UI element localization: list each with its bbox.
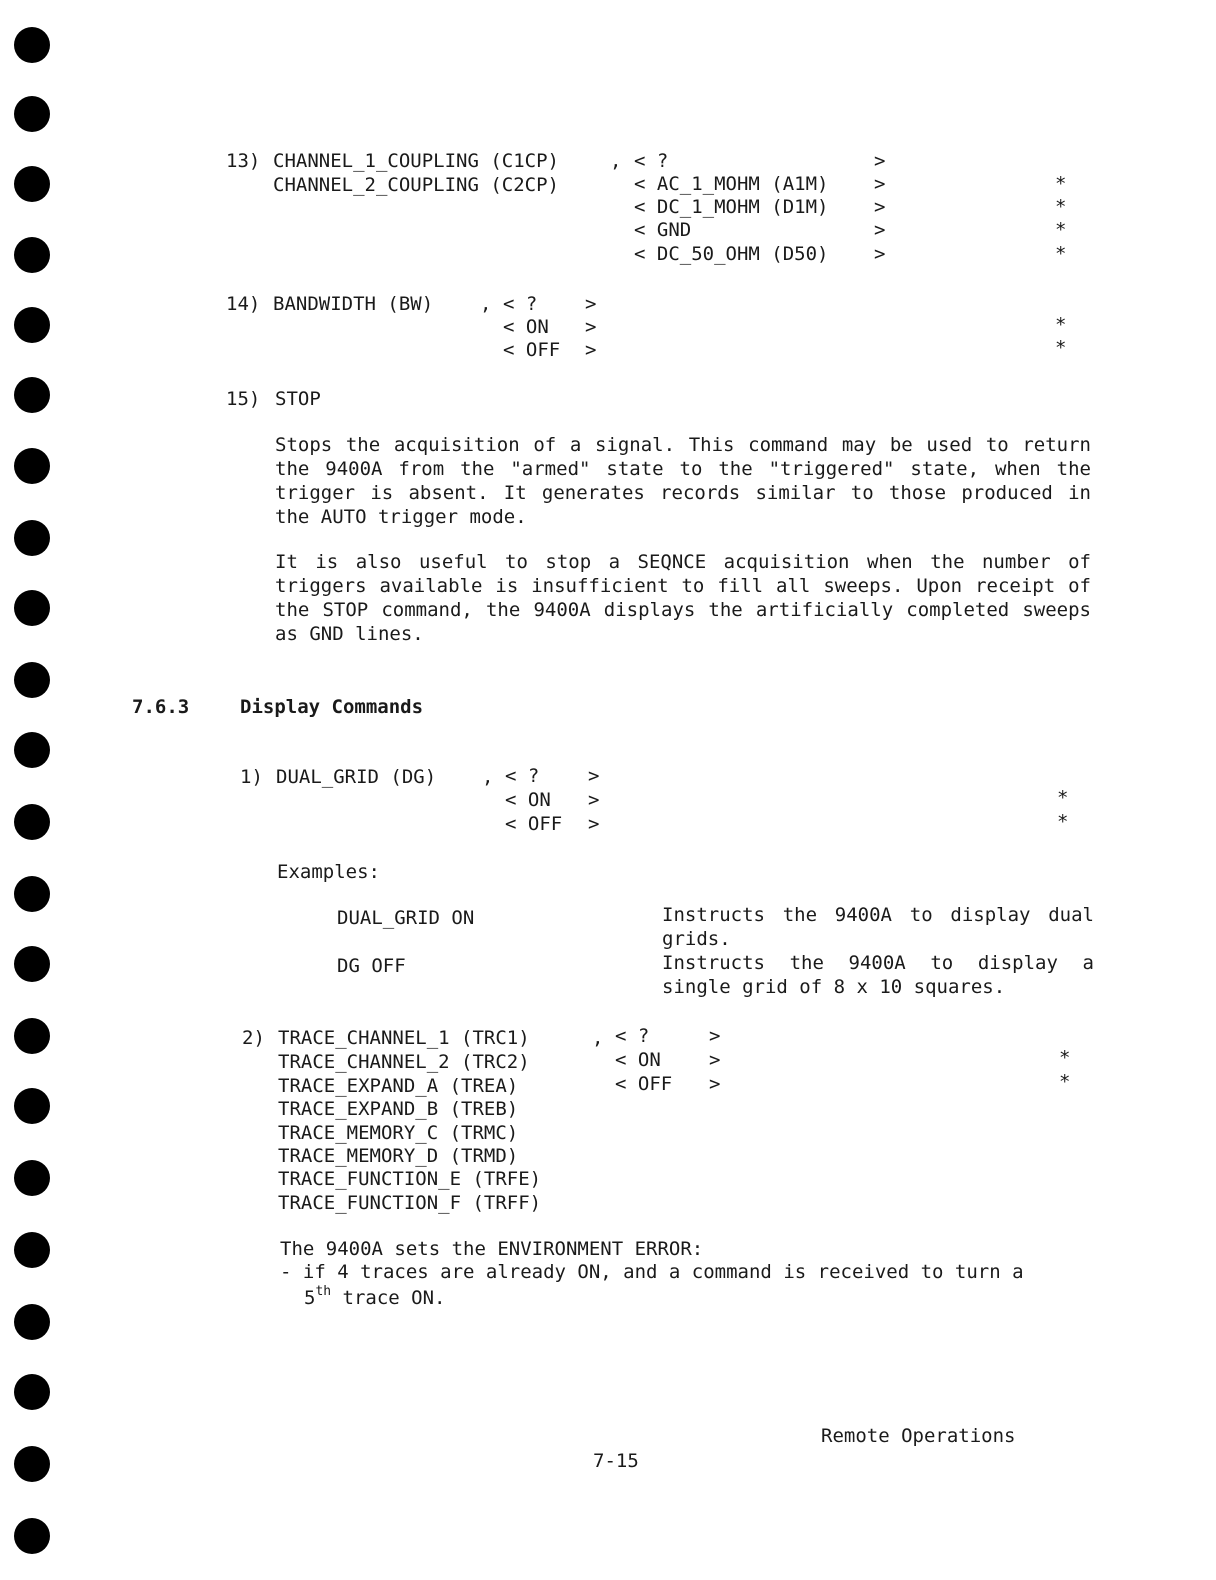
star-marker: * <box>1055 219 1067 241</box>
closer: > <box>585 316 597 338</box>
option: < OFF <box>615 1073 673 1095</box>
footer-section-title: Remote Operations <box>821 1425 1016 1447</box>
binder-hole <box>14 1304 50 1340</box>
binder-hole <box>14 1088 50 1124</box>
star-marker: * <box>1055 314 1067 336</box>
binder-hole <box>14 1446 50 1482</box>
binder-hole <box>14 166 50 202</box>
error-condition-continued <box>304 1286 446 1313</box>
binder-hole <box>14 27 50 63</box>
command-name: TRACE_MEMORY_D (TRMD) <box>278 1145 519 1167</box>
star-marker: * <box>1057 811 1069 833</box>
example-description: Instructs the 9400A to display dual grids. <box>662 904 1094 950</box>
star-marker: * <box>1055 337 1067 359</box>
command-name: CHANNEL_2_COUPLING (C2CP) <box>273 174 559 196</box>
closer: > <box>588 789 600 811</box>
example-command: DG OFF <box>337 955 406 977</box>
closer: > <box>874 219 886 241</box>
binder-hole <box>14 804 50 840</box>
binder-hole <box>14 520 50 556</box>
example-command: DUAL_GRID ON <box>337 907 475 929</box>
option: < ? <box>634 150 669 172</box>
binder-hole <box>14 237 50 273</box>
ordinal-number: 5 <box>304 1287 316 1309</box>
command-name: BANDWIDTH (BW) <box>273 293 434 315</box>
binder-hole <box>14 448 50 484</box>
option: < ? <box>505 765 540 787</box>
command-name: TRACE_CHANNEL_2 (TRC2) <box>278 1051 530 1073</box>
command-name: TRACE_MEMORY_C (TRMC) <box>278 1122 519 1144</box>
section-number: 7.6.3 <box>132 696 190 718</box>
star-marker: * <box>1057 787 1069 809</box>
comma: , <box>482 766 494 788</box>
closer: > <box>585 339 597 361</box>
command-name: DUAL_GRID (DG) <box>276 766 437 788</box>
closer: > <box>588 765 600 787</box>
section-title: Display Commands <box>240 696 424 718</box>
item-number: 14) <box>226 293 261 315</box>
error-heading: The 9400A sets the ENVIRONMENT ERROR: <box>280 1238 704 1260</box>
command-name: TRACE_EXPAND_B (TREB) <box>278 1098 519 1120</box>
binder-hole <box>14 1232 50 1268</box>
item-number: 13) <box>226 150 261 172</box>
option: < DC_1_MOHM (D1M) <box>634 196 829 218</box>
closer: > <box>874 196 886 218</box>
binder-hole <box>14 1518 50 1554</box>
star-marker: * <box>1059 1071 1071 1093</box>
error-condition: - if 4 traces are already ON, and a command is received to turn a <box>280 1261 1024 1283</box>
option: < OFF <box>505 813 563 835</box>
page-number: 7-15 <box>593 1450 639 1472</box>
binder-hole <box>14 1160 50 1196</box>
star-marker: * <box>1059 1047 1071 1069</box>
command-name: TRACE_EXPAND_A (TREA) <box>278 1075 519 1097</box>
closer: > <box>874 173 886 195</box>
binder-hole <box>14 377 50 413</box>
closer: > <box>709 1073 721 1095</box>
option: < GND <box>634 219 692 241</box>
option: < ? <box>503 293 538 315</box>
closer: > <box>709 1025 721 1047</box>
command-name: STOP <box>275 388 321 410</box>
closer: > <box>588 813 600 835</box>
stop-description-2: It is also useful to stop a SEQNCE acquisition when the number of triggers available is insufficient to fill all sweeps. Upon receipt of the STOP command, the 9400A displays the artificially completed sweeps as GND lines. <box>275 551 1091 645</box>
stop-description: Stops the acquisition of a signal. This command may be used to return the 9400A from the "armed" state to the "triggered" state, when the trigger is absent. It generates records similar to those produced in the AUTO trigger mode. <box>275 434 1091 528</box>
option: < OFF <box>503 339 561 361</box>
binder-hole <box>14 1374 50 1410</box>
command-name: TRACE_FUNCTION_E (TRFE) <box>278 1168 542 1190</box>
closer: > <box>709 1049 721 1071</box>
command-name: TRACE_FUNCTION_F (TRFF) <box>278 1192 542 1214</box>
examples-label: Examples: <box>277 861 380 883</box>
comma: , <box>480 293 492 315</box>
ordinal-suffix: th <box>315 1284 332 1299</box>
binder-hole <box>14 1018 50 1054</box>
option: < ON <box>615 1049 661 1071</box>
option: < DC_50_OHM (D50) <box>634 243 829 265</box>
example-description: Instructs the 9400A to display a single grid of 8 x 10 squares. <box>662 952 1094 998</box>
command-name: CHANNEL_1_COUPLING (C1CP) <box>273 150 559 172</box>
error-condition-rest: trace ON. <box>331 1287 446 1309</box>
binder-hole <box>14 946 50 982</box>
closer: > <box>874 150 886 172</box>
item-number: 1) <box>240 766 263 788</box>
closer: > <box>874 243 886 265</box>
option: < ON <box>505 789 551 811</box>
command-name: TRACE_CHANNEL_1 (TRC1) <box>278 1027 530 1049</box>
option: < ON <box>503 316 549 338</box>
comma: , <box>610 150 622 172</box>
item-number: 2) <box>242 1027 265 1049</box>
option: < ? <box>615 1025 650 1047</box>
star-marker: * <box>1055 243 1067 265</box>
binder-hole <box>14 590 50 626</box>
binder-hole <box>14 662 50 698</box>
comma: , <box>592 1027 604 1049</box>
binder-hole <box>14 96 50 132</box>
binder-hole <box>14 307 50 343</box>
binder-hole <box>14 732 50 768</box>
option: < AC_1_MOHM (A1M) <box>634 173 829 195</box>
binder-hole <box>14 876 50 912</box>
star-marker: * <box>1055 196 1067 218</box>
star-marker: * <box>1055 173 1067 195</box>
item-number: 15) <box>226 388 261 410</box>
closer: > <box>585 293 597 315</box>
